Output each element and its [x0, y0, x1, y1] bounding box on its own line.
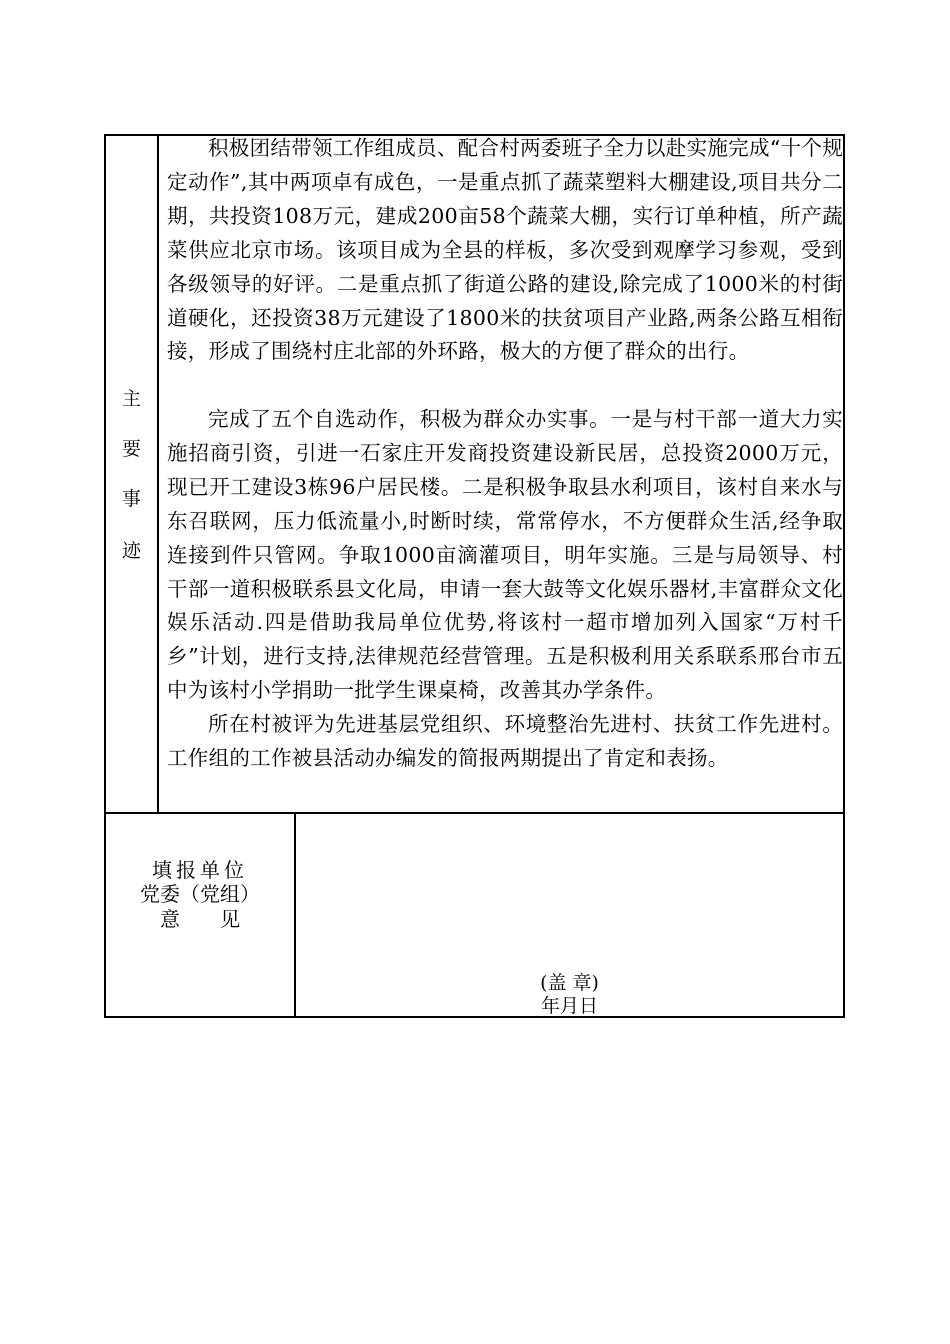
main-deeds-label	[106, 136, 159, 812]
date-text: 年月日	[540, 995, 598, 1017]
record-table	[104, 134, 845, 1018]
deeds-paragraph-3: 所在村被评为先进基层党组织、环境整治先进村、扶贫工作先进村。工作组的工作被县活动办编发的简报两期提出了肯定和表扬。	[167, 712, 843, 770]
opinion-label-line: 党委（党组）	[140, 882, 260, 906]
main-deeds-row	[106, 136, 843, 814]
main-deeds-content	[159, 136, 841, 812]
deeds-paragraph-1: 积极团结带领工作组成员、配合村两委班子全力以赴实施完成“十个规定动作”,其中两项卓有成色，一是重点抓了蔬菜塑料大棚建设,项目共分二期，共投资108万元，建成200亩58个蔬菜大棚，实行订单种植，所产蔬菜供应北京市场。该项目成为全县的样板，多次受到观摩学习参观，受到各级领导的好评。二是重点抓了街道公路的建设,除完成了1000米的村街道硬化，还投资38万元建设了1800米的扶贫项目产业路,两条公路互相衔接，形成了围绕村庄北部的外环路，极大的方便了群众的出行。	[167, 136, 843, 364]
deeds-paragraph-2: 完成了五个自选动作，积极为群众办实事。一是与村干部一道大力实施招商引资，引进一石家庄开发商投资建设新民居，总投资2000万元，现已开工建设3栋96户居民楼。二是积极争取县水利项目，该村自来水与东召联网，压力低流量小,时断时续，常常停水，不方便群众生活,经争取连接到件只管网。争取1000亩滴灌项目，明年实施。三是与局领导、村干部一道积极联系县文化局，申请一套大鼓等文化娱乐器材,丰富群众文化娱乐活动.四是借助我局单位优势,将该村一超市增加列入国家“万村千乡”计划，进行支持,法律规范经营管理。五是积极利用关系联系邢台市五中为该村小学捐助一批学生课桌椅，改善其办学条件。	[167, 407, 843, 703]
label-char: 要	[121, 438, 141, 460]
opinion-label	[106, 814, 296, 1018]
label-char: 主	[121, 388, 141, 410]
opinion-label-line: 意 见	[160, 907, 240, 931]
opinion-label-line: 填报单位	[152, 858, 248, 882]
seal-text: (盖 章)	[540, 972, 599, 994]
opinion-row	[106, 814, 843, 1018]
label-char: 事	[121, 488, 141, 510]
label-char: 迹	[121, 540, 141, 562]
opinion-content	[296, 814, 843, 1018]
